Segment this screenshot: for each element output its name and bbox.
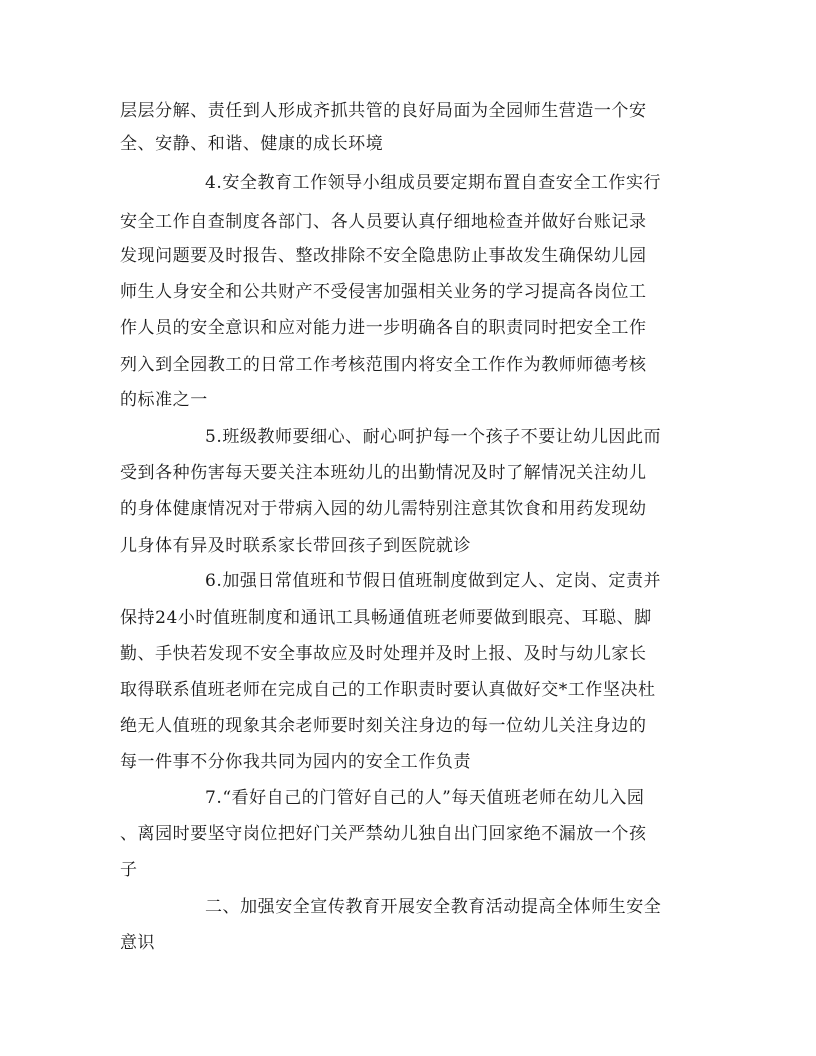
- section-heading-2: 二、加强安全宣传教育开展安全教育活动提高全体师生安全: [205, 897, 662, 917]
- body-line: 绝无人值班的现象其余老师要时刻关注身边的每一位幼儿关注身边的: [120, 716, 647, 736]
- body-line: 子: [120, 860, 138, 880]
- body-line: 列入到全园教工的日常工作考核范围内将安全工作作为教师师德考核: [120, 355, 647, 375]
- paragraph-4-start: 4.安全教育工作领导小组成员要定期布置自查安全工作实行: [205, 173, 662, 193]
- body-line: 全、安静、和谐、健康的成长环境: [120, 134, 384, 154]
- paragraph-7-start: 7.“看好自己的门管好自己的人”每天值班老师在幼儿入园: [205, 788, 645, 808]
- body-line: 保持24小时值班制度和通讯工具畅通值班老师要做到眼亮、耳聪、脚: [120, 608, 652, 628]
- body-line: 发现问题要及时报告、整改排除不安全隐患防止事故发生确保幼儿园: [120, 246, 647, 266]
- body-line: 、离园时要坚守岗位把好门关严禁幼儿独自出门回家绝不漏放一个孩: [120, 824, 647, 844]
- body-line: 作人员的安全意识和应对能力进一步明确各自的职责同时把安全工作: [120, 318, 647, 338]
- body-line: 儿身体有异及时联系家长带回孩子到医院就诊: [120, 536, 471, 556]
- body-line: 勤、手快若发现不安全事故应及时处理并及时上报、及时与幼儿家长: [120, 644, 647, 664]
- paragraph-5-start: 5.班级教师要细心、耐心呵护每一个孩子不要让幼儿因此而: [205, 427, 662, 447]
- body-line: 的身体健康情况对于带病入园的幼儿需特别注意其饮食和用药发现幼: [120, 499, 647, 519]
- body-line: 层层分解、责任到人形成齐抓共管的良好局面为全园师生营造一个安: [120, 101, 647, 121]
- body-line: 意识: [120, 933, 156, 953]
- body-line: 的标准之一: [120, 390, 208, 410]
- body-line: 师生人身安全和公共财产不受侵害加强相关业务的学习提高各岗位工: [120, 282, 647, 302]
- paragraph-6-start: 6.加强日常值班和节假日值班制度做到定人、定岗、定责并: [205, 571, 662, 591]
- body-line: 取得联系值班老师在完成自己的工作职责时要认真做好交*工作坚决杜: [120, 680, 656, 700]
- body-line: 受到各种伤害每天要关注本班幼儿的出勤情况及时了解情况关注幼儿: [120, 463, 647, 483]
- body-line: 每一件事不分你我共同为园内的安全工作负责: [120, 752, 471, 772]
- body-line: 安全工作自查制度各部门、各人员要认真仔细地检查并做好台账记录: [120, 212, 647, 232]
